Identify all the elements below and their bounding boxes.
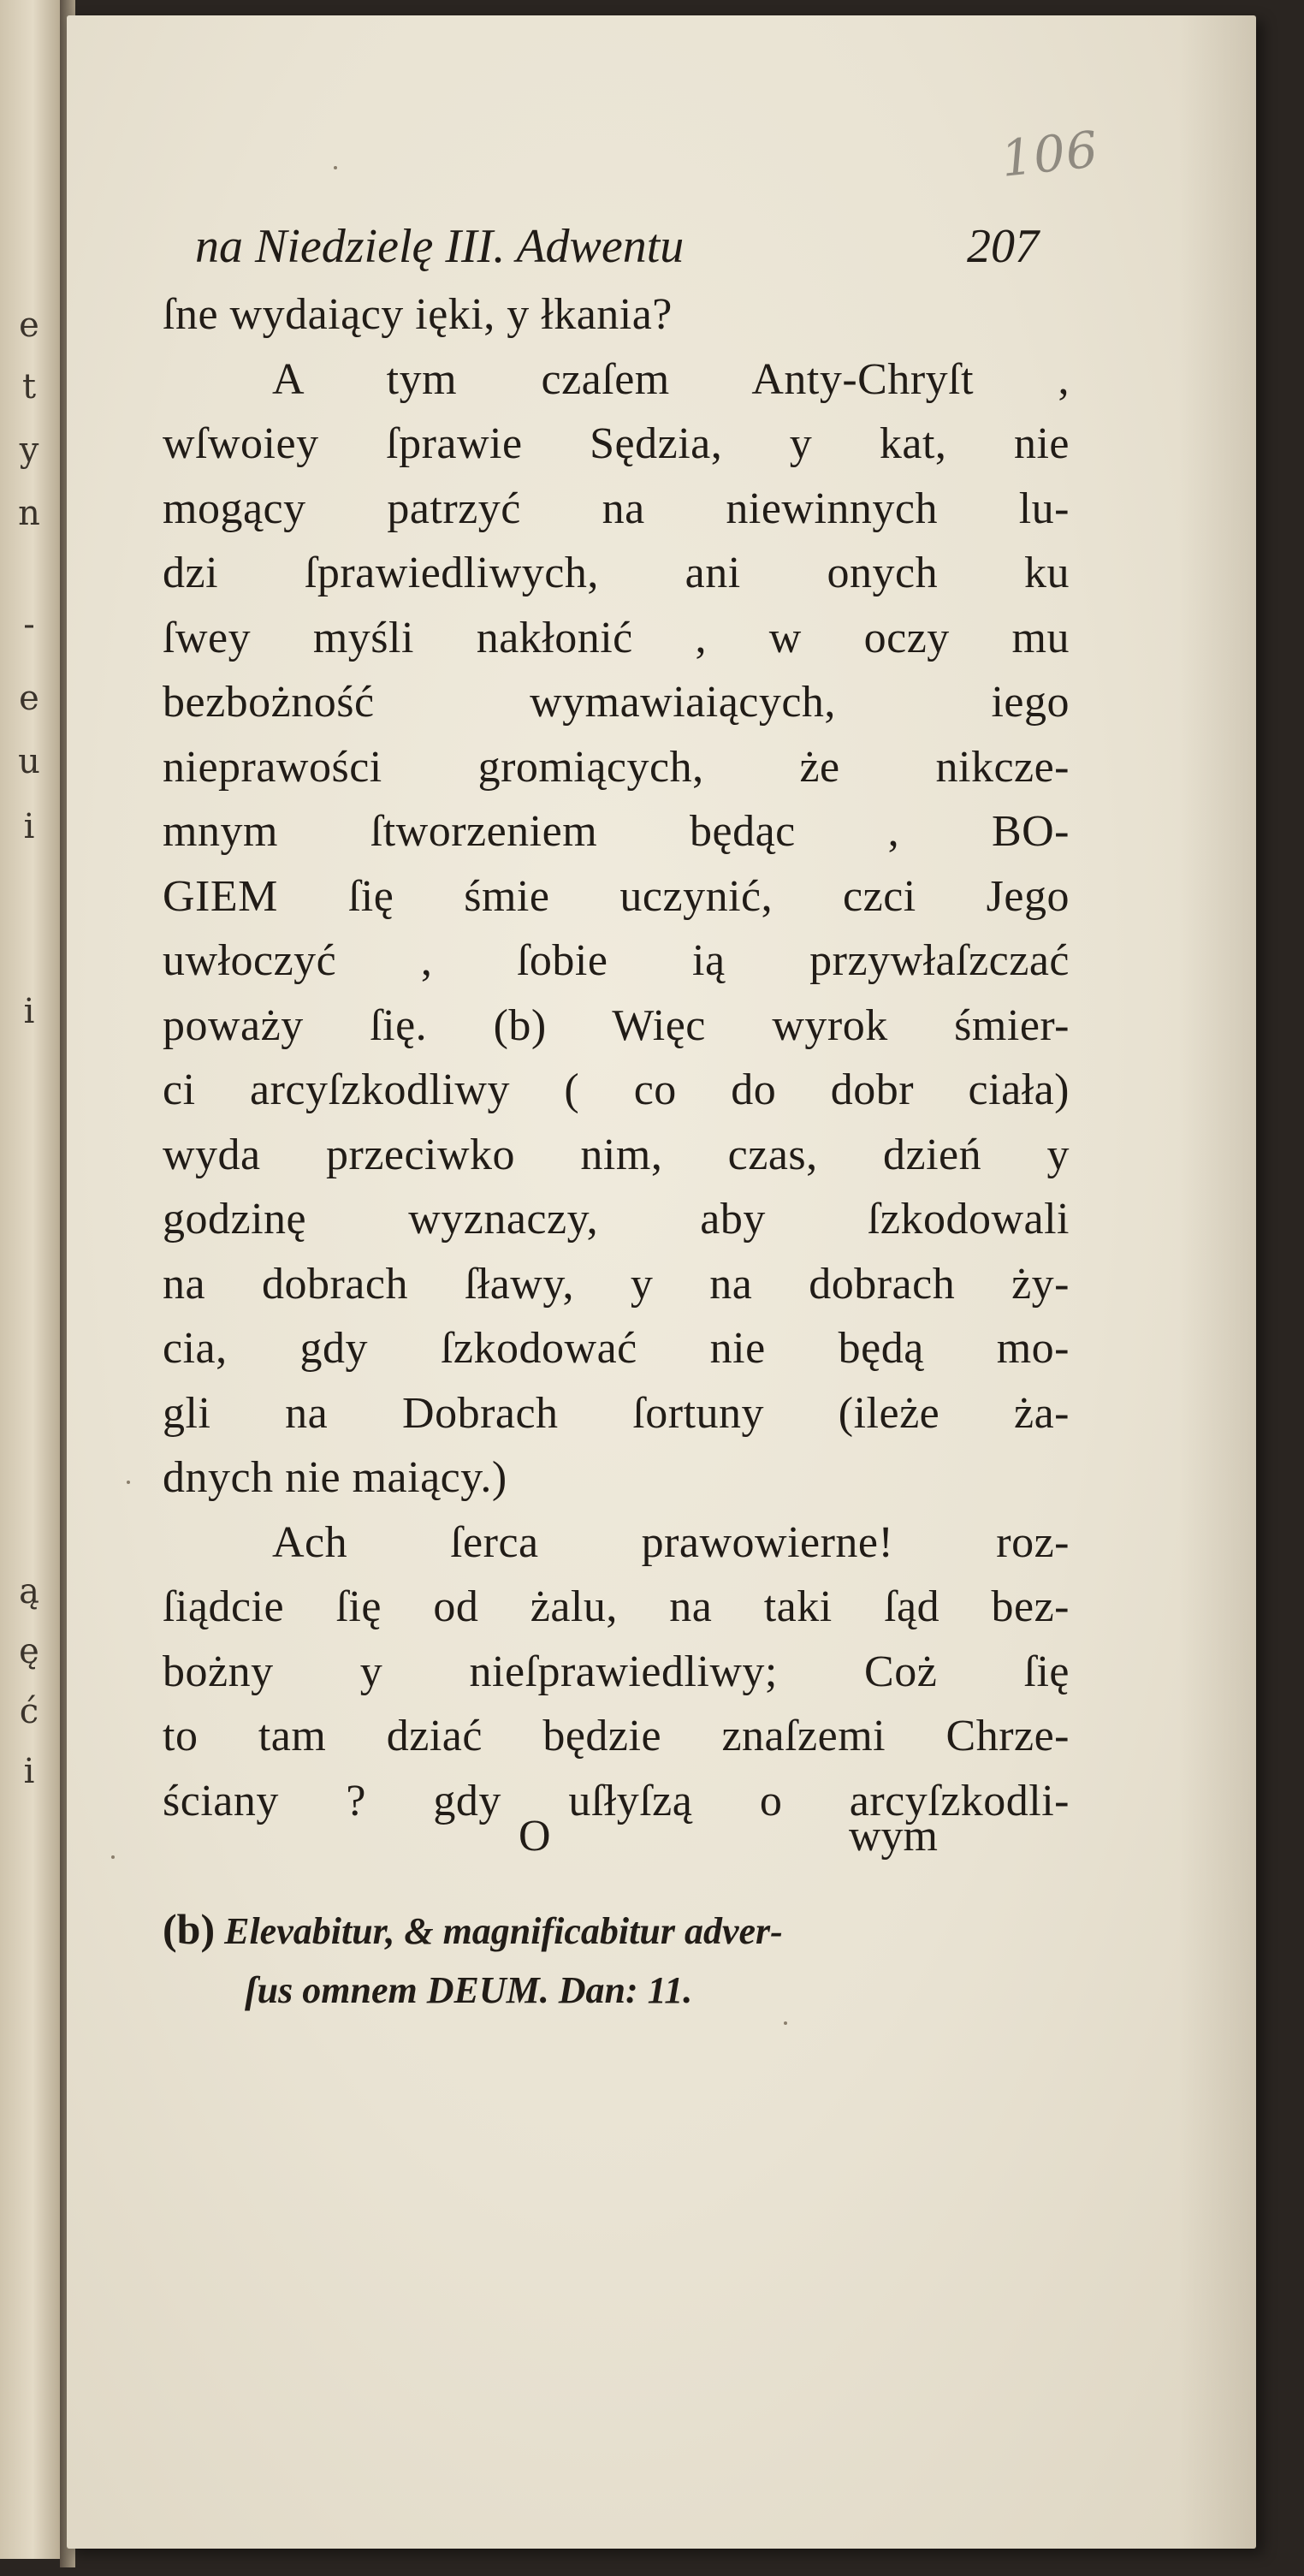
margin-fragment: e [19,679,39,718]
margin-fragment: u [18,742,40,781]
handwritten-catalog-number: 106 [998,120,1101,188]
text-line: mogący patrzyć na niewinnych lu- [163,484,1070,533]
text-line: mnym ſtworzeniem będąc , BO- [163,807,1070,856]
text-line: uwłoczyć , ſobie ią przywłaſzczać [163,936,1070,985]
margin-fragment: - [23,605,35,644]
text-line: A tym czaſem Anty-Chryſt , [272,354,1070,404]
text-line: ſwey myśli nakłonić , w oczy mu [163,613,1070,662]
text-line: ſiądcie ſię od żalu, na taki ſąd bez- [163,1582,1070,1631]
text-line: bożny y nieſprawiedliwy; Coż ſię [163,1647,1070,1696]
footnote [163,1898,1070,2021]
catchword: wym [849,1812,938,1861]
footnote-text: Elevabitur, & magnificabitur adver- [224,1910,783,1952]
margin-fragment: ć [19,1692,39,1731]
text-line: godzinę wyznaczy, aby ſzkodowali [163,1195,1070,1243]
margin-fragment: t [21,367,37,407]
footnote-line [163,1898,1070,1960]
page-number: 207 [967,220,1039,273]
text-line: dnych nie maiący.) [163,1453,507,1502]
signature-mark: O [519,1812,551,1861]
margin-fragment: i [23,1752,35,1791]
text-line: Ach ſerca prawowierne! roz- [272,1517,1070,1567]
text-line: wyda przeciwko nim, czas, dzień y [163,1130,1070,1179]
margin-fragment: n [18,494,40,533]
paper-speck [127,1481,130,1484]
book-page [67,15,1256,2549]
margin-fragment: ę [19,1632,39,1671]
body-text [163,282,1070,1833]
running-head: na Niedzielę III. Adwentu [195,220,685,273]
text-line: ſne wydaiący ięki, y łkania? [163,290,673,339]
footnote-line: ſus omnem DEUM. Dan: 11. [245,1969,693,2011]
text-line: bezbożność wymawiaiących, iego [163,678,1070,727]
margin-fragment: i [23,807,35,846]
margin-fragment: ą [19,1572,39,1611]
margin-fragment: y [19,430,39,470]
margin-fragment: i [23,992,35,1031]
catchword-row [163,1811,1070,1871]
paper-speck [784,2021,787,2025]
facing-page-edge [0,0,62,2559]
text-line: cia, gdy ſzkodować nie będą mo- [163,1324,1070,1373]
text-line: poważy ſię. (b) Więc wyrok śmier- [163,1000,1070,1050]
paper-speck [111,1855,115,1859]
footnote-marker: (b) [163,1905,216,1953]
text-line: wſwoiey ſprawie Sędzia, y kat, nie [163,419,1070,468]
text-line: gli na Dobrach ſortuny (ileże ża- [163,1388,1070,1438]
text-line: dzi ſprawiedliwych, ani onych ku [163,549,1070,597]
text-line: GIEM ſię śmie uczynić, czci Jego [163,871,1070,921]
text-line: ci arcyſzkodliwy ( co do dobr ciała) [163,1065,1070,1114]
margin-fragment: e [19,306,39,345]
text-line: na dobrach ſławy, y na dobrach ży- [163,1259,1070,1309]
text-line: ściany ? gdy uſłyſzą o arcyſzkodli- [163,1776,1070,1825]
text-line: nieprawości gromiących, że nikcze- [163,742,1070,792]
text-line: to tam dziać będzie znaſzemi Chrze- [163,1712,1070,1760]
paper-speck [334,166,337,169]
